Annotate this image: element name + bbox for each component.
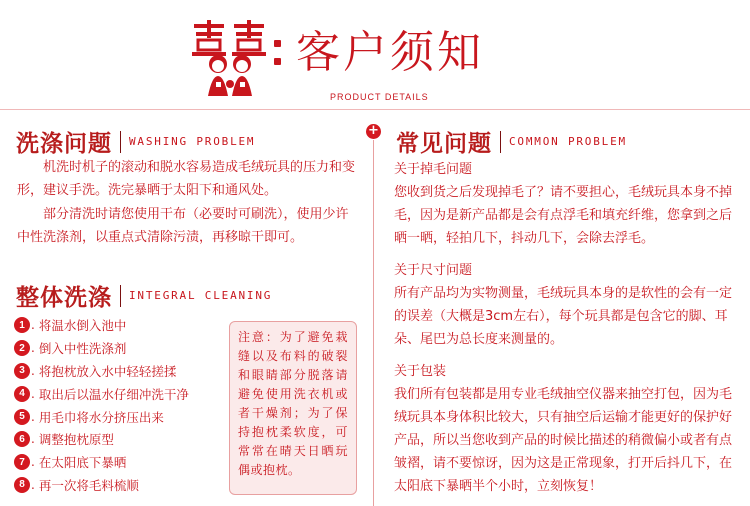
faq-item-body: 您收到货之后发现掉毛了？请不要担心，毛绒玩具本身不掉毛，因为是新产品都是会有点浮毛和填充纤维，您拿到之后晒一晒，轻拍几下，抖动几下，会除去浮毛。: [394, 185, 733, 246]
step-text: 调整抱枕原型: [38, 432, 114, 448]
step-text: 将抱枕放入水中轻轻搓揉: [38, 363, 177, 379]
faq-title: 常见问题: [396, 131, 492, 157]
faq-item-shedding: [394, 158, 740, 250]
column-divider: [373, 140, 374, 506]
double-happiness-couple-logo: [190, 18, 270, 98]
plus-icon: +: [366, 124, 381, 139]
list-item: 8 . 再一次将毛料梳顺: [14, 474, 224, 497]
faq-item-body: 我们所有包装都是用专业毛绒抽空仪器来抽空打包，因为毛绒玩具本身体积比较大，只有抽空后运输才能更好的保护好产品，所以当您收到产品的时候比描述的稍微偏小或者有点皱褶，请不要惊讶，因为这是正常现象，打开后抖几下，在太阳底下暴晒半个小时，立刻恢复！: [394, 387, 733, 494]
step-text: 在太阳底下暴晒: [38, 455, 127, 471]
step-text: 取出后以温水仔细冲洗干净: [38, 386, 189, 402]
step-number-badge: 5: [14, 409, 30, 425]
washing-paragraph-2: 部分清洗时请您使用干布（必要时可刷洗），使用少许中性洗涤剂，以重点式清除污渍，再移晾干即可。: [17, 207, 349, 245]
step-number-badge: 7: [14, 454, 30, 470]
list-item: 2 . 倒入中性洗涤剂: [14, 337, 224, 360]
cleaning-steps-list: [14, 314, 224, 496]
faq-item-heading: 关于尺寸问题: [394, 263, 473, 278]
list-item: 5 . 用毛巾将水分挤压出来: [14, 405, 224, 428]
list-item: 6 . 调整抱枕原型: [14, 428, 224, 451]
integral-heading: [16, 279, 272, 312]
list-item: 7 . 在太阳底下暴晒: [14, 451, 224, 474]
step-number-badge: 8: [14, 477, 30, 493]
integral-title-en: INTEGRAL CLEANING: [129, 289, 273, 302]
faq-item-size: [394, 259, 740, 351]
integral-title: 整体洗涤: [16, 285, 112, 311]
washing-title: 洗涤问题: [16, 131, 112, 157]
faq-heading: [396, 125, 627, 158]
faq-item-packaging: [394, 360, 740, 498]
step-number-badge: 2: [14, 340, 30, 356]
heading-bar: [120, 285, 121, 307]
washing-heading: [16, 125, 255, 158]
step-text: 将温水倒入池中: [38, 318, 127, 334]
list-item: 1 . 将温水倒入池中: [14, 314, 224, 337]
step-number-badge: 4: [14, 386, 30, 402]
step-text: 再一次将毛料梳顺: [38, 477, 139, 493]
washing-title-en: WASHING PROBLEM: [129, 135, 256, 148]
faq-item-heading: 关于包装: [394, 364, 447, 379]
list-item: 4 . 取出后以温水仔细冲洗干净: [14, 382, 224, 405]
heading-bar: [500, 131, 501, 153]
notice-box: 注意：为了避免栽缝以及布料的破裂和眼睛部分脱落请避免使用洗衣机或者干燥剂；为了保持抱枕柔软度，可常常在晴天日晒玩偶或抱枕。: [229, 321, 357, 495]
faq-item-heading: 关于掉毛问题: [394, 162, 473, 177]
list-item: 3 . 将抱枕放入水中轻轻搓揉: [14, 360, 224, 383]
step-text: 倒入中性洗涤剂: [38, 341, 127, 357]
header-colon-decoration: [274, 38, 282, 68]
washing-paragraph-1: 机洗时机子的滚动和脱水容易造成毛绒玩具的压力和变形，建议手洗。洗完暴晒于太阳下和通风处。: [17, 160, 356, 198]
step-number-badge: 6: [14, 431, 30, 447]
step-text: 用毛巾将水分挤压出来: [38, 409, 164, 425]
page-title: 客户须知: [296, 27, 484, 78]
header-divider: [0, 109, 750, 110]
faq-item-body: 所有产品均为实物测量，毛绒玩具本身的是软性的会有一定的误差（大概是3cm左右），每个玩具都是包含它的脚、耳朵、尾巴为总长度来测量的。: [394, 286, 733, 347]
heading-bar: [120, 131, 121, 153]
page-subtitle: PRODUCT DETAILS: [330, 92, 429, 102]
step-number-badge: 3: [14, 363, 30, 379]
step-number-badge: 1: [14, 317, 30, 333]
faq-title-en: COMMON PROBLEM: [509, 135, 627, 148]
